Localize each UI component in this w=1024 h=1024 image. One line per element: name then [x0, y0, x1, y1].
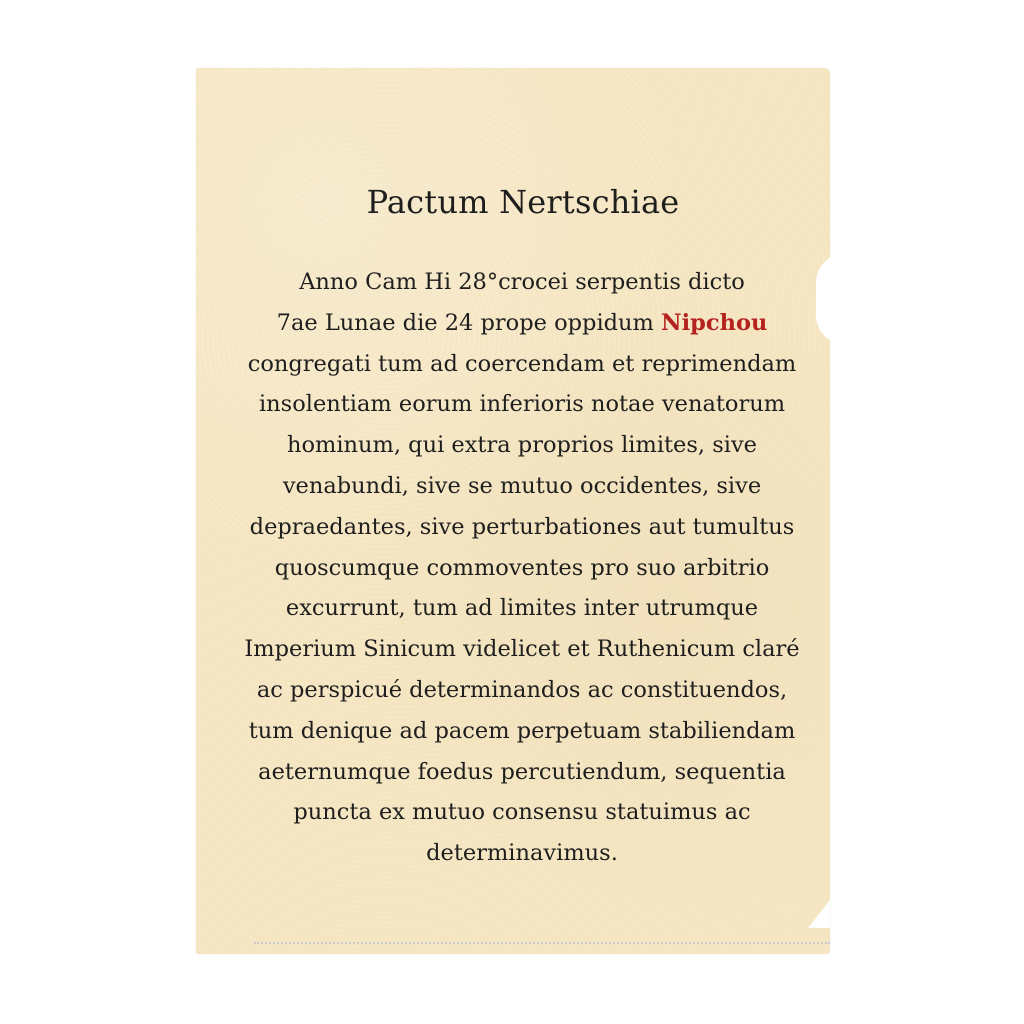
text-line: determinavimus.	[426, 840, 618, 867]
document-title: Pactum Nertschiae	[366, 183, 680, 221]
text-line: excurrunt, tum ad limites inter utrumque	[285, 595, 759, 622]
text-line: depraedantes, sive perturbationes aut tumultus	[249, 513, 795, 540]
text-line: venabundi, sive se mutuo occidentes, sive	[282, 472, 762, 499]
text-line: Anno Cam Hi 28°crocei serpentis dicto	[299, 269, 745, 295]
highlighted-place-name: Nipchou	[661, 309, 768, 336]
text-line: congregati tum ad coercendam et reprimendam	[247, 350, 797, 377]
text-segment: 7ae Lunae die 24 prope oppidum	[276, 309, 654, 336]
folder-bottom-seam	[254, 942, 830, 944]
text-line: Imperium Sinicum videlicet et Ruthenicum claré	[244, 636, 800, 663]
text-line: puncta ex mutuo consensu statuimus ac	[293, 799, 751, 826]
folder-corner-cut	[808, 900, 830, 928]
text-line-with-highlight	[180, 303, 864, 344]
document-body	[180, 262, 864, 874]
text-line: insolentiam eorum inferioris notae venatorum	[258, 391, 786, 418]
text-line: ac perspicué determinandos ac constituendos,	[256, 676, 788, 703]
text-line: hominum, qui extra proprios limites, sive	[286, 432, 757, 459]
text-line: aeternumque foedus percutiendum, sequentia	[258, 758, 786, 785]
text-line: quoscumque commoventes pro suo arbitrio	[274, 554, 770, 581]
text-line: tum denique ad pacem perpetuam stabiliendam	[248, 717, 796, 744]
